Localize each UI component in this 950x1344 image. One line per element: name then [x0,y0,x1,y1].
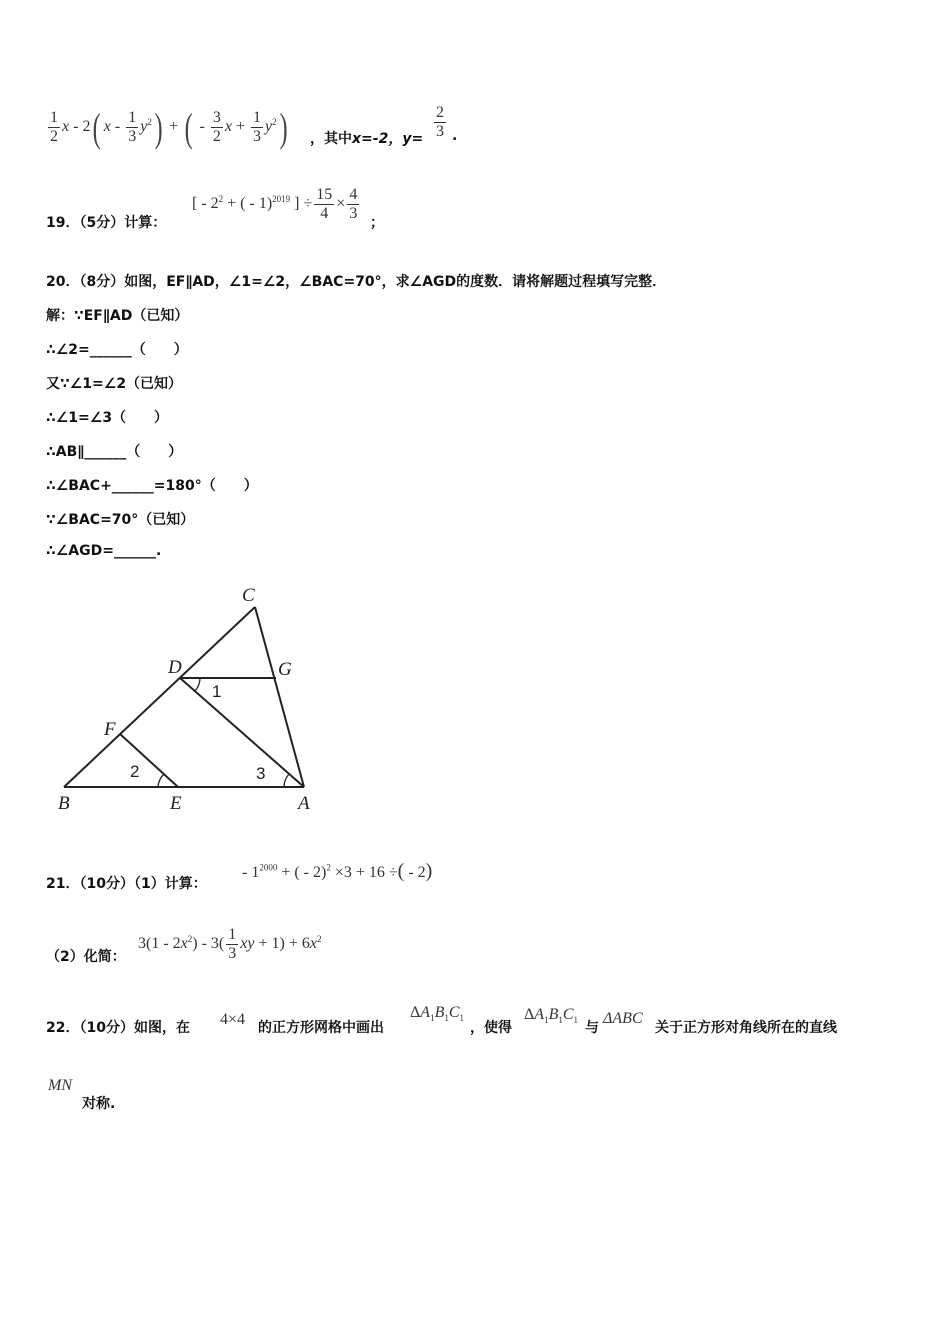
q21-label: 21．（10分）（1）计算： [46,876,207,892]
q22-triangle-a1b1c1: $\Delta A_1B_1C_1$ [410,1004,465,1024]
q22-grid: 4×4 [220,1011,246,1028]
q18-condition: ，其中x=-2，y= [310,131,424,147]
label-G: G [278,659,292,680]
angle-3-label: 3 [256,764,266,783]
q20-line-7: ∴∠AGD=______. [46,543,162,559]
q19-end: ； [370,215,384,231]
segment-CA [255,607,304,787]
q22-end: 对称. [82,1096,116,1112]
q21-part2-label: （2）化简： [46,949,126,965]
segment-FE [120,734,178,787]
q22-middle: ，使得 [470,1020,512,1036]
q19-expression: [ - $2^2$ + ( - 1)$^{2019}$ ] ÷ $\frac{15}{4}$ × $\frac{4}{3}$ [192,186,358,222]
q22-triangle-a1b1c1-2: $\Delta A_1B_1C_1$ [524,1006,579,1026]
q20-line-3: ∴∠1=∠3（ ） [46,410,169,426]
q20-line-1: ∴∠2=______（ ） [46,342,188,358]
q18-y-value: $\frac{2}{3}$ [436,104,444,140]
angle-2-arc [158,774,164,787]
q20-prompt: 20．（8分）如图，EF∥AD，∠1=∠2，∠BAC=70°，求∠AGD的度数．请将解题过程填写完整． [46,274,667,290]
q20-line-2: 又∵∠1=∠2（已知） [46,376,183,392]
q20-line-6: ∵∠BAC=70°（已知） [46,512,195,528]
q22-mn: MN [48,1077,72,1094]
angle-1-label: 1 [212,682,222,701]
label-C: C [242,585,255,606]
q18-period: . [452,128,458,144]
q22-after-grid: 的正方形网格中画出 [258,1020,384,1036]
q22-rest: 关于正方形对角线所在的直线 [655,1020,837,1036]
angle-2-label: 2 [130,762,140,781]
label-B: B [58,793,70,814]
label-A: A [298,793,310,814]
angle-1-arc [195,678,200,691]
triangle-figure [40,575,340,820]
q22-triangle-abc: ΔABC [603,1010,643,1027]
q22-label: 22．（10分）如图，在 [46,1020,190,1036]
q21-part2-expression: $3(1 - 2x^2) - 3$( $\frac{1}{3}$ xy + $1) + 6x^2$ [138,926,322,962]
segment-DA [180,678,304,787]
label-E: E [170,793,182,814]
q19-label: 19．（5分）计算： [46,215,167,231]
segment-BC [64,607,255,787]
q20-line-5: ∴∠BAC+______=180°（ ） [46,478,258,494]
q20-line-4: ∴AB∥______（ ） [46,444,183,460]
q20-line-0: 解：∵EF∥AD（已知） [46,308,189,324]
angle-3-arc [284,774,289,787]
q21-expression: - $1^{2000}$ + ( - 2)$^2$ ×3 + 16 ÷( - 2) [242,860,433,882]
q18-expression: $\frac{1}{2}$ x - 2( x - $\frac{1}{3}$ $y^2$) + ( - $\frac{3}{2}$ x + $\frac{1}{3}$ $y^2$) [50,105,288,150]
q22-and: 与 [585,1020,599,1036]
label-F: F [104,719,116,740]
label-D: D [168,657,182,678]
